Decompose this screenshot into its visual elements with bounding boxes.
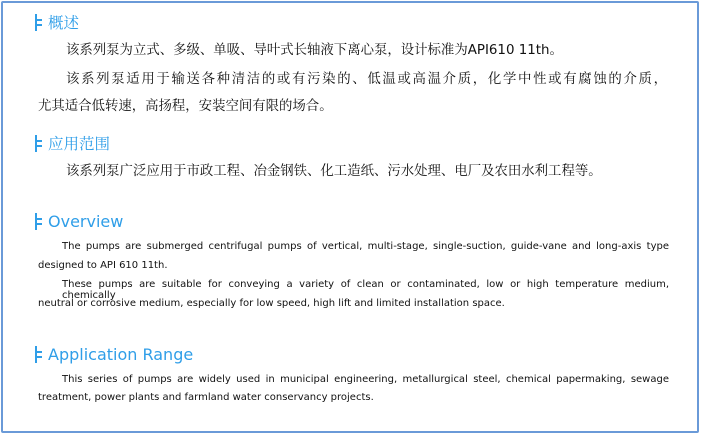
overview-en-line-4: neutral or corrosive medium, especially for low speed, high lift and limited installation space. [38, 298, 505, 309]
range-cn-heading [34, 132, 110, 154]
heading-bracket-icon [34, 346, 43, 363]
range-cn-title: 应用范围 [48, 135, 111, 153]
range-en-line-1: This series of pumps are widely used in municipal engineering, metallurgical steel, chemical papermaking, sewage [62, 374, 669, 385]
heading-bracket-icon [34, 135, 43, 152]
overview-en-line-1: The pumps are submerged centrifugal pumps of vertical, multi-stage, single-suction, guide-vane and long-axis type [62, 241, 669, 252]
overview-cn-line-3: 尤其适合低转速，高扬程，安装空间有限的场合。 [38, 99, 333, 114]
range-en-line-2: treatment, power plants and farmland water conservancy projects. [38, 392, 374, 403]
overview-cn-title: 概述 [48, 14, 80, 32]
range-en-title: Application Range [48, 345, 194, 364]
overview-cn-line-2: 该系列泵适用于输送各种清洁的或有污染的、低温或高温介质，化学中性或有腐蚀的介质， [66, 72, 667, 87]
heading-bracket-icon [34, 14, 43, 31]
overview-en-heading [34, 212, 123, 231]
overview-cn-heading [34, 11, 79, 33]
overview-en-title: Overview [48, 212, 124, 231]
heading-bracket-icon [34, 213, 43, 230]
range-en-heading [34, 345, 193, 364]
overview-en-line-3: These pumps are suitable for conveying a variety of clean or contaminated, low or high temperature medium, chemically [62, 279, 669, 301]
overview-en-line-2: designed to API 610 11th. [38, 260, 168, 271]
overview-cn-line-1: 该系列泵为立式、多级、单吸、导叶式长轴液下离心泵，设计标准为API610 11th。 [66, 43, 563, 58]
range-cn-line-1: 该系列泵广泛应用于市政工程、冶金钢铁、化工造纸、污水处理、电厂及农田水利工程等。 [66, 164, 602, 179]
